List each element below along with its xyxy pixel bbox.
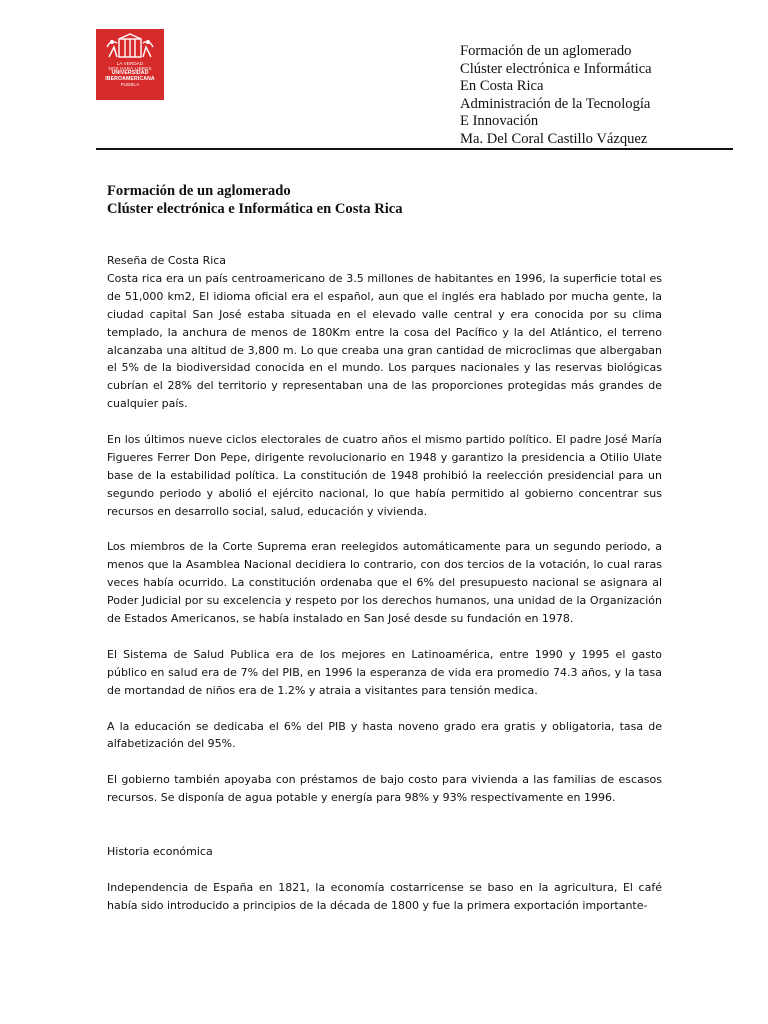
- university-logo: [96, 29, 164, 100]
- header-divider: [96, 148, 733, 150]
- header-info-block: [460, 43, 652, 149]
- body-paragraph: Los miembros de la Corte Suprema eran reelegidos automáticamente para un segundo periodo, a menos que la Asamblea Nacional decidiera lo contrario, con dos tercios de la votación, lo cual raras veces había ocurrido. La constitución ordenaba que el 6% del presupuesto nacional se asignara al Poder Judicial por su excelencia y respeto por los derechos humanos, una unidad de la Organización de Estados Americanos, se había instalado en San José desde su fundación en 1978.: [107, 540, 662, 626]
- logo-city: PUEBLA: [120, 81, 140, 87]
- body-paragraph: Costa rica era un país centroamericano de 3.5 millones de habitantes en 1996, la superficie total es de 51,000 km2, El idioma oficial era el español, aun que el inglés era hablado por mucha gente, la ciudad capital San José estaba situada en el elevado valle central y era conocida por su clima templado, la anchura de menos de 180Km entre la cosa del Pacífico y la del Atlántico, el terreno alcanzaba una altitud de 3,800 m. Lo que creaba una gran cantidad de microclimas que albergaban el 5% de la biodiversidad conocida en el mundo. Los parques nacionales y las reservas biológicas cubrían el 28% del territorio y representaban una de las proporciones protegidas más grandes de cualquier país.: [107, 271, 662, 411]
- header-line: En Costa Rica: [460, 78, 544, 95]
- header-line: Formación de un aglomerado: [460, 43, 632, 59]
- body-paragraph: Independencia de España en 1821, la economía costarricense se baso en la agricultura, El café había sido introducido a principios de la década de 1800 y fue la primera exportación importante-: [107, 880, 662, 912]
- section-spacer: [107, 825, 662, 843]
- header-line: Clúster electrónica e Informática: [460, 60, 652, 77]
- logo-motto-line1: LA VERDAD: [116, 61, 144, 66]
- body-paragraph: El Sistema de Salud Publica era de los mejores en Latinoamérica, entre 1990 y 1995 el gasto público en salud era de 7% del PIB, en 1996 la esperanza de vida era promedio 74.3 años, y la tasa de mortandad de niños era de 1.2% y atraia a visitantes para tensión medica.: [107, 647, 662, 697]
- document-title: [107, 183, 403, 219]
- document-title-line1: Formación de un aglomerado: [107, 183, 291, 199]
- logo-name-line1: UNIVERSIDAD: [111, 70, 149, 77]
- body-paragraph: En los últimos nueve ciclos electorales de cuatro años el mismo partido político. El padre José María Figueres Ferrer Don Pepe, dirigente revolucionario en 1948 y garantizo la presidencia a Otilio Ulate base de la estabilidad política. La constitución de 1948 prohibió la reelección presidencial para un segundo periodo y abolió el ejército nacional, lo que había permitido al gobierno concentrar sus recursos en desarrollo social, salud, educación y vivienda.: [107, 433, 662, 518]
- document-title-line2: Clúster electrónica e Informática en Costa Rica: [107, 200, 403, 217]
- section-heading-historia: Historia económica: [107, 844, 213, 858]
- body-paragraph: El gobierno también apoyaba con préstamos de bajo costo para vivienda a las familias de escasos recursos. Se disponía de agua potable y energía para 98% y 93% respectivamente en 1996.: [107, 773, 662, 805]
- header-line: E Innovación: [460, 113, 539, 130]
- header-line: Administración de la Tecnología: [460, 95, 651, 112]
- university-crest-icon: [103, 33, 157, 61]
- section-heading-resena: Reseña de Costa Rica: [107, 254, 227, 267]
- logo-name-line2: IBEROAMERICANA: [105, 75, 155, 82]
- header-line-author: Ma. Del Coral Castillo Vázquez: [460, 130, 648, 147]
- logo-motto-line2: NOS HARÁ LIBRES: [108, 66, 152, 72]
- document-body: [107, 252, 662, 932]
- body-paragraph: A la educación se dedicaba el 6% del PIB y hasta noveno grado era gratis y obligatoria, tasa de alfabetización del 95%.: [107, 719, 662, 751]
